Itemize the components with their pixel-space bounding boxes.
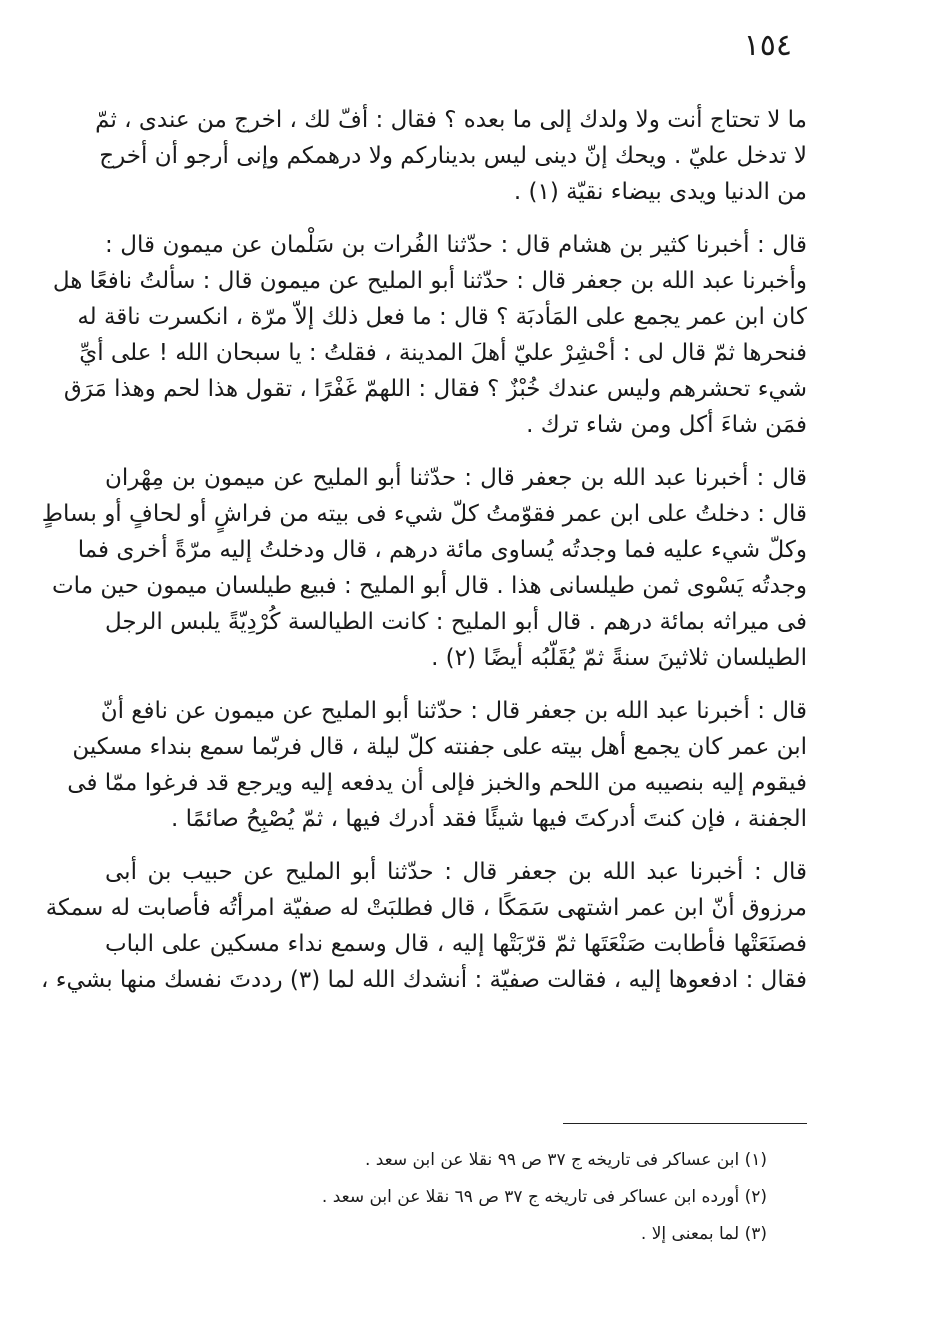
paragraph-3: [41, 460, 807, 676]
text-line: قال : أخبرنا عبد الله بن جعفر قال : حدّثنا أبو المليح عن حبيب بن أبى: [105, 859, 807, 885]
text-line: كان ابن عمر يجمع على المَأدبَة ؟ قال : ما فعل ذلك إلاّ مرّة ، انكسرت ناقة له: [77, 304, 807, 330]
text-line: من الدنيا ويدى بيضاء نقيّة (١) .: [513, 179, 807, 205]
text-line: قال : أخبرنا كثير بن هشام قال : حدّثنا الفُرات بن سَلْمان عن ميمون قال :: [105, 232, 807, 258]
text-line: فيقوم إليه بنصيبه من اللحم والخبز فإلى أن يدفعه إليه ويرجع قد فرغوا ممّا فى: [67, 770, 807, 796]
text-line: الطيلسان ثلاثينَ سنةً ثمّ يُقَلّبُه أيضًا (٢) .: [431, 645, 807, 671]
text-line: فنحرها ثمّ قال لى : أحْشِرْ عليّ أهلَ المدينة ، فقلتُ : يا سبحان الله ! على أيِّ: [79, 340, 807, 366]
text-line: وكلّ شيء عليه فما وجدتُه يُساوى مائة درهم ، قال ودخلتُ إليه مرّةً أخرى فما: [77, 537, 807, 563]
footnotes: [127, 1142, 767, 1253]
text-line: وأخبرنا عبد الله بن جعفر قال : حدّثنا أبو المليح عن ميمون قال : سألتُ نافعًا هل: [52, 268, 807, 294]
text-line: قال : دخلتُ على ابن عمر فقوّمتُ كلّ شيء فى بيته من فراشٍ أو لحافٍ أو بساطٍ: [41, 501, 807, 527]
text-line: لا تدخل عليّ . ويحك إنّ دينى ليس بدينارکم ولا درهمكم وإنى أرجو أن أخرج: [99, 143, 807, 169]
text-line: ابن عمر كان يجمع أهل بيته على جفنته كلّ ليلة ، قال فربّما سمع بنداء مسكين: [72, 734, 807, 760]
text-line: فمَن شاءَ أكل ومن شاء ترك .: [526, 412, 807, 438]
text-line: فى ميراثه بمائة درهم . قال أبو المليح : كانت الطيالسة كُرْدِيّةً يلبس الرجل: [105, 609, 807, 635]
text-line: قال : أخبرنا عبد الله بن جعفر قال : حدّثنا أبو المليح عن ميمون عن نافع أنّ: [100, 698, 807, 724]
paragraph-2: [52, 227, 807, 443]
footnote-2: (٢) أورده ابن عساكر فى تاريخه ج ٣٧ ص ٦٩ نقلا عن ابن سعد .: [321, 1187, 767, 1207]
paragraph-5: [40, 854, 807, 998]
text-line: مرزوق أنّ ابن عمر اشتهى سَمَكًا ، قال فطلبَتْ له صفيّة امرأتُه فأصابت له سمكة: [45, 895, 807, 921]
text-line: شيء تحشرهم وليس عندك خُبْزٌ ؟ فقال : اللهمّ غَفْرًا ، تقول هذا لحم وهذا مَرَق: [63, 376, 807, 402]
text-line: قال : أخبرنا عبد الله بن جعفر قال : حدّثنا أبو المليح عن ميمون بن مِهْران: [105, 465, 807, 491]
footnote-3: (٣) لما بمعنى إلا .: [640, 1224, 767, 1244]
footnote-divider: [563, 1123, 807, 1124]
main-text: [40, 102, 807, 1015]
text-line: ما لا تحتاج أنت ولا ولدك إلى ما بعده ؟ فقال : أفّ لك ، اخرج من عندى ، ثمّ: [95, 107, 807, 133]
paragraph-1: [95, 102, 807, 210]
text-line: فصنَعَتْها فأطابت صَنْعَتَها ثمّ قرّبَتْها إليه ، قال وسمع نداء مسكين على الباب: [105, 931, 807, 957]
paragraph-4: [67, 693, 807, 837]
text-line: وجدتُه يَسْوى ثمن طيلسانى هذا . قال أبو المليح : فبيع طيلسان ميمون حين مات: [52, 573, 807, 599]
text-line: فقال : ادفعوها إليه ، فقالت صفيّة : أنشدك الله لما (٣) رددتَ نفسك منها بشيء ،: [40, 967, 807, 993]
footnote-1: (١) ابن عساكر فى تاريخه ج ٣٧ ص ٩٩ نقلا عن ابن سعد .: [364, 1150, 767, 1170]
page-number: ١٥٤: [743, 28, 792, 63]
text-line: الجفنة ، فإن كنتَ أدركتَ فيها شيئًا فقد أدرك فيها ، ثمّ يُصْبِحُ صائمًا .: [170, 806, 807, 832]
